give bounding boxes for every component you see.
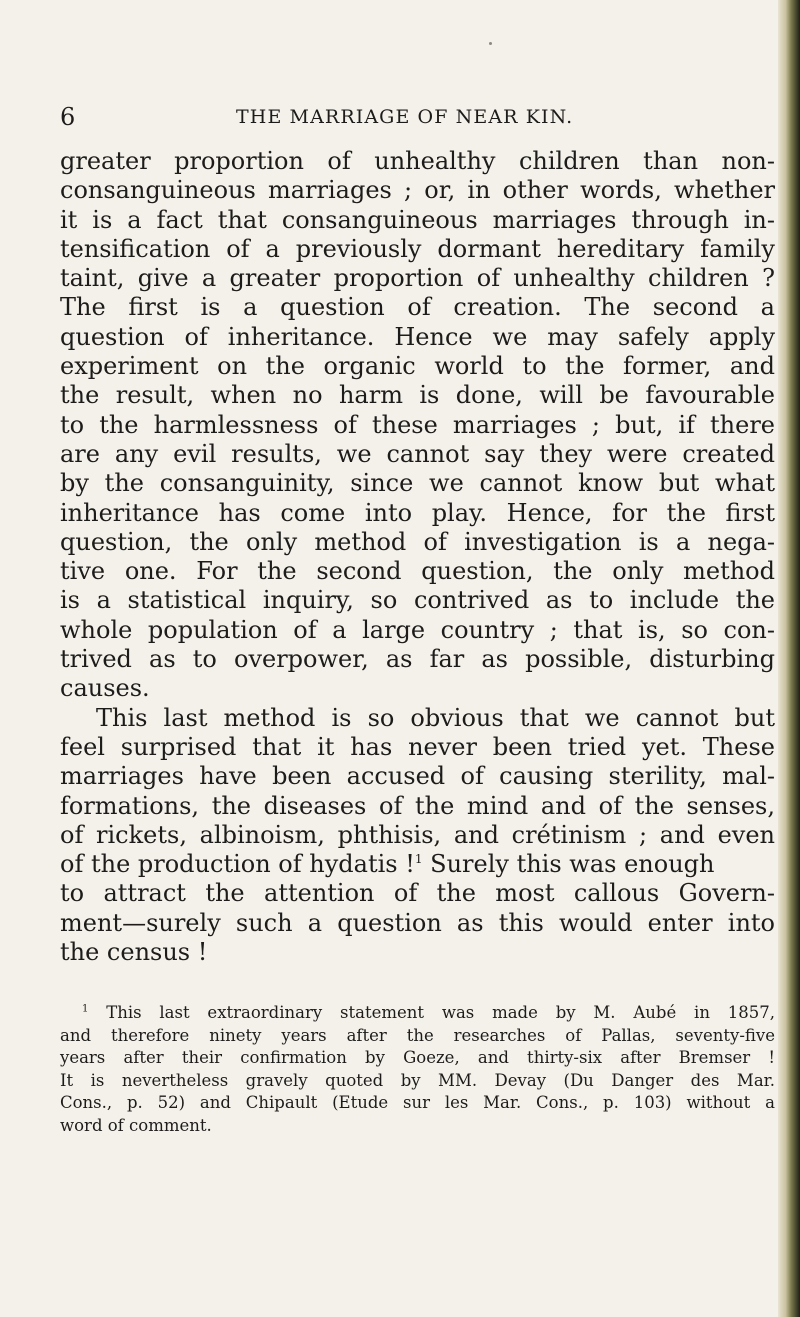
running-title: THE MARRIAGE OF NEAR KIN.	[236, 106, 574, 128]
page-number: 6	[60, 103, 76, 131]
text-line: tive one. For the second question, the only method	[60, 557, 775, 586]
text-line: are any evil results, we cannot say they were created	[60, 439, 775, 468]
text-line: by the consanguinity, since we cannot know but what	[60, 469, 775, 498]
text-line: of rickets, albinoism, phthisis, and crétinism ; and even	[60, 820, 775, 849]
text-line: whole population of a large country ; that is, so con-	[60, 615, 775, 644]
footnote	[60, 1002, 775, 1137]
text-line: experiment on the organic world to the former, and	[60, 352, 775, 381]
text-line: the census !	[60, 938, 208, 967]
text-line: to attract the attention of the most callous Govern-	[60, 879, 775, 908]
body-text	[60, 147, 775, 967]
footnote-line: years after their confirmation by Goeze, and thirty-six after Bremser !	[60, 1048, 775, 1067]
text-line: The first is a question of creation. The second a	[60, 293, 775, 322]
text-line: This last method is so obvious that we cannot but	[96, 703, 775, 732]
footnote-line	[60, 1002, 775, 1025]
footnote-line: Cons., p. 52) and Chipault (Etude sur les Mar. Cons., p. 103) without a	[60, 1093, 775, 1112]
text-line: taint, give a greater proportion of unhealthy children ?	[60, 264, 775, 293]
footnote-reference: 1	[414, 852, 423, 867]
text-line: greater proportion of unhealthy children than non-	[60, 147, 775, 175]
text-line: it is a fact that consanguineous marriages through in-	[60, 205, 775, 234]
text-line: is a statistical inquiry, so contrived as to include the	[60, 586, 775, 615]
text-line: trived as to overpower, as far as possible, disturbing	[60, 645, 775, 674]
page-edge-shadow	[778, 0, 800, 1317]
text-line-part: Surely this was enough	[422, 850, 715, 879]
text-line: to the harmlessness of these marriages ; but, if there	[60, 410, 775, 439]
text-line: question of inheritance. Hence we may safely apply	[60, 322, 775, 351]
text-line: consanguineous marriages ; or, in other words, whether	[60, 176, 775, 205]
text-line: marriages have been accused of causing sterility, mal-	[60, 762, 775, 791]
footnote-marker: 1	[82, 1003, 89, 1015]
footnote-line-text: This last extraordinary statement was made by M. Aubé in 1857,	[106, 1003, 775, 1022]
text-line: inheritance has come into play. Hence, for the first	[60, 498, 775, 527]
text-line: ment—surely such a question as this would enter into	[60, 908, 775, 937]
text-line: causes.	[60, 674, 150, 703]
text-line-part: of the production of hydatis !	[60, 850, 415, 879]
text-line: formations, the diseases of the mind and of the senses,	[60, 791, 775, 820]
footnote-line: word of comment.	[60, 1115, 212, 1135]
text-line: feel surprised that it has never been tried yet. These	[60, 732, 775, 761]
text-line: tensification of a previously dormant hereditary family	[60, 234, 775, 263]
paper-speck	[489, 42, 492, 45]
text-line: question, the only method of investigation is a nega-	[60, 527, 775, 556]
footnote-line: It is nevertheless gravely quoted by MM. Devay (Du Danger des Mar.	[60, 1070, 775, 1090]
text-line: the result, when no harm is done, will be favourable	[60, 381, 775, 410]
page-header	[60, 103, 770, 133]
footnote-line: and therefore ninety years after the researches of Pallas, seventy-five	[60, 1025, 775, 1045]
text-line	[60, 850, 775, 879]
